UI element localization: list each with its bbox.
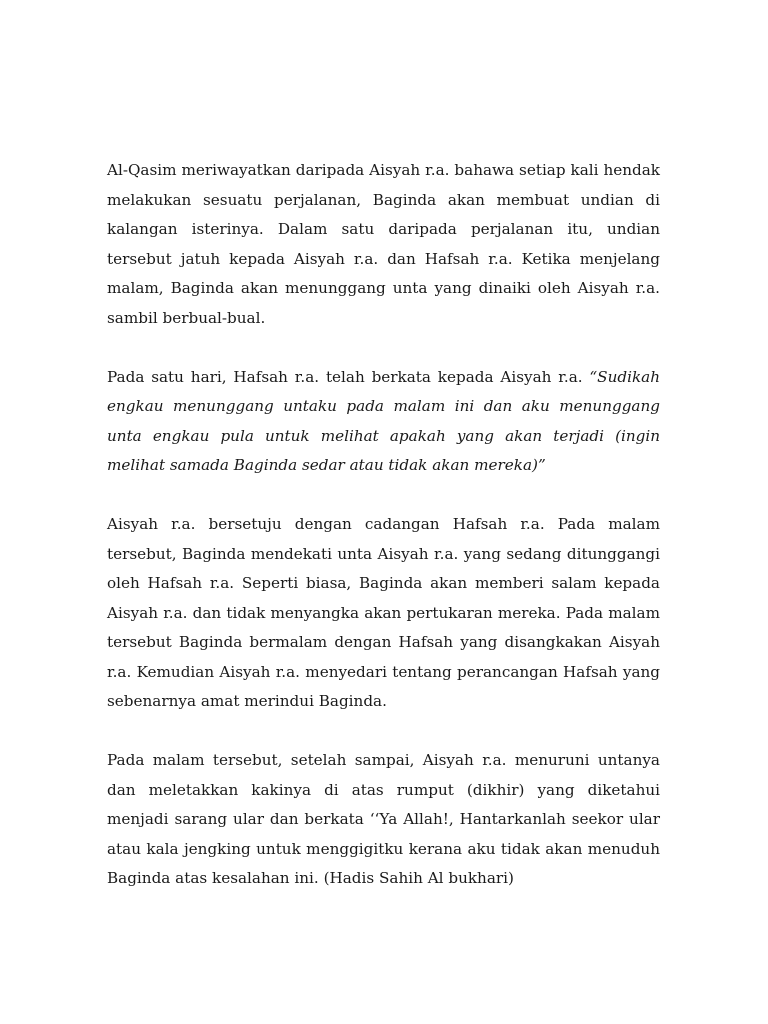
- document-body: [107, 156, 660, 923]
- paragraph-3: [107, 510, 660, 717]
- paragraph-2-text: Pada satu hari, Hafsah r.a. telah berkata kepada Aisyah r.a.: [107, 367, 590, 386]
- paragraph-2-quote: “Sudikah engkau menunggang untaku pada malam ini dan aku menunggang unta engkau pula untuk melihat apakah yang akan terjadi (ingin melihat samada Baginda sedar atau tidak akan mereka)”: [107, 367, 660, 474]
- paragraph-2: [107, 363, 660, 481]
- paragraph-1: [107, 156, 660, 333]
- paragraph-3-text: Aisyah r.a. bersetuju dengan cadangan Hafsah r.a. Pada malam tersebut, Baginda mendekati unta Aisyah r.a. yang sedang ditunggangi oleh Hafsah r.a. Seperti biasa, Baginda akan memberi salam kepada Aisyah r.a. dan tidak menyangka akan pertukaran mereka. Pada malam tersebut Baginda bermalam dengan Hafsah yang disangkakan Aisyah r.a. Kemudian Aisyah r.a. menyedari tentang perancangan Hafsah yang sebenarnya amat merindui Baginda.: [107, 515, 660, 710]
- paragraph-4: [107, 746, 660, 894]
- paragraph-4-text: Pada malam tersebut, setelah sampai, Aisyah r.a. menuruni untanya dan meletakkan kakinya di atas rumput (dikhir) yang diketahui menjadi sarang ular dan berkata ‘‘Ya Allah!, Hantarkanlah seekor ular atau kala jengking untuk menggigitku kerana aku tidak akan menuduh Baginda atas kesalahan ini. (Hadis Sahih Al bukhari): [107, 751, 660, 887]
- paragraph-1-text: Al-Qasim meriwayatkan daripada Aisyah r.a. bahawa setiap kali hendak melakukan sesuatu perjalanan, Baginda akan membuat undian di kalangan isterinya. Dalam satu daripada perjalanan itu, undian tersebut jatuh kepada Aisyah r.a. dan Hafsah r.a. Ketika menjelang malam, Baginda akan menunggang unta yang dinaiki oleh Aisyah r.a. sambil berbual-bual.: [107, 161, 660, 327]
